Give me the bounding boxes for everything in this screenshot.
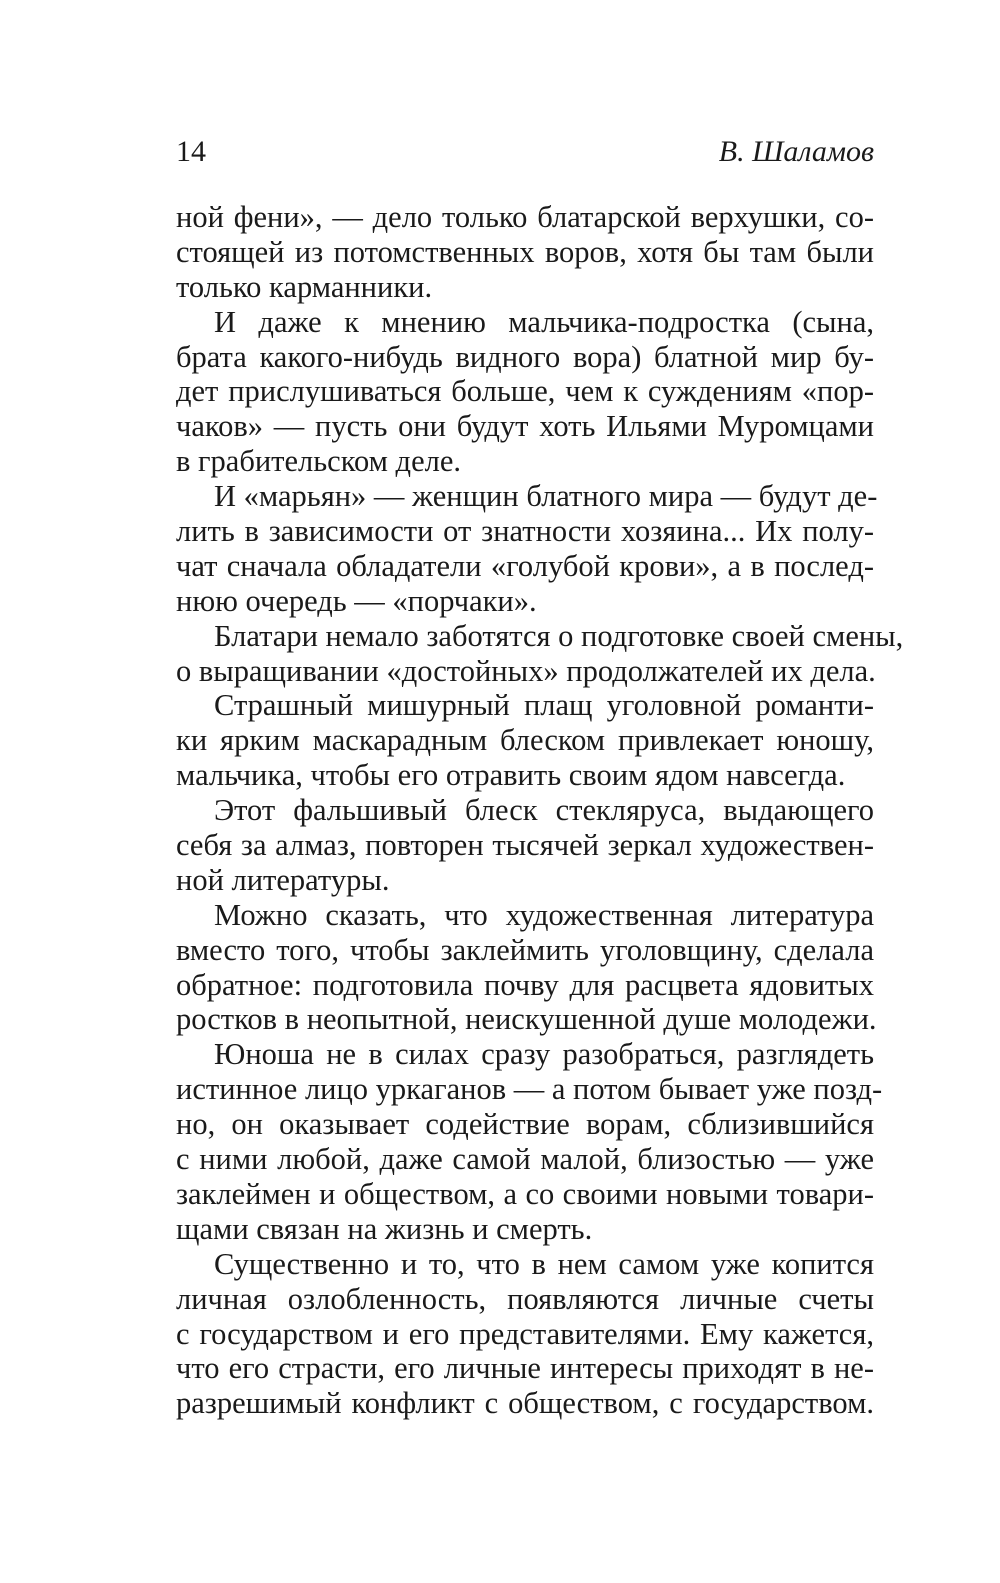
- text-line: чат сначала обладатели «голубой крови», а в послед-: [176, 548, 874, 583]
- paragraph: [176, 305, 874, 479]
- text-line: заклеймен и обществом, а со своими новыми товари-: [176, 1176, 874, 1211]
- text-line: И даже к мнению мальчика-подростка (сына,: [214, 304, 874, 339]
- running-header: [176, 132, 874, 172]
- paragraph: [176, 897, 877, 1038]
- paragraph: [176, 200, 874, 305]
- text-line: дет прислушиваться больше, чем к суждениям «пор-: [176, 374, 874, 409]
- text-line: нюю очередь — «порчаки».: [176, 583, 537, 618]
- paragraph: [176, 688, 874, 793]
- paragraph: [176, 793, 874, 898]
- text-line: щами связан на жизнь и смерть.: [176, 1211, 593, 1246]
- text-line: стоящей из потомственных воров, хотя бы там были: [176, 234, 874, 269]
- text-line: только карманники.: [176, 269, 433, 304]
- text-line: Блатари немало заботятся о подготовке своей смены,: [214, 618, 904, 653]
- text-line: ки ярким маскарадным блеском привлекает юношу,: [176, 723, 874, 758]
- text-line: ной фени», — дело только блатарской верхушки, со-: [176, 200, 874, 234]
- text-line: что его страсти, его личные интересы приходят в не-: [176, 1351, 874, 1386]
- text-line: обратное: подготовила почву для расцвета ядовитых: [176, 967, 874, 1002]
- text-line: Существенно и то, что в нем самом уже копится: [214, 1246, 874, 1281]
- paragraph: [176, 1247, 874, 1421]
- text-line: в грабительском деле.: [176, 444, 461, 479]
- text-line: себя за алмаз, повторен тысячей зеркал художествен-: [176, 828, 874, 863]
- text-line: ростков в неопытной, неискушенной душе молодежи.: [176, 1002, 877, 1037]
- text-line: Можно сказать, что художественная литература: [214, 897, 874, 932]
- text-line: Страшный мишурный плащ уголовной романти-: [214, 688, 874, 723]
- paragraph: [176, 618, 904, 689]
- text-line: брата какого-нибудь видного вора) блатной мир бу-: [176, 339, 874, 374]
- text-line: вместо того, чтобы заклеймить уголовщину, сделала: [176, 932, 874, 967]
- text-line: Юноша не в силах сразу разобраться, разглядеть: [214, 1037, 874, 1072]
- text-line: чаков» — пусть они будут хоть Ильями Муромцами: [176, 409, 874, 444]
- text-line: истинное лицо уркаганов — а потом бывает уже позд-: [176, 1072, 883, 1107]
- text-line: мальчика, чтобы его отравить своим ядом навсегда.: [176, 758, 846, 793]
- text-line: Этот фальшивый блеск стекляруса, выдающего: [214, 793, 874, 828]
- text-line: ной литературы.: [176, 862, 390, 897]
- paragraph: [176, 1037, 883, 1246]
- running-title: В. Шаламов: [718, 135, 874, 168]
- text-line: с государством и его представителями. Ему кажется,: [176, 1316, 874, 1351]
- text-line: И «марьян» — женщин блатного мира — будут де-: [214, 479, 878, 514]
- page-number: 14: [176, 135, 206, 168]
- text-line: но, он оказывает содействие ворам, сблизившийся: [176, 1107, 874, 1142]
- text-line: лить в зависимости от знатности хозяина... Их полу-: [176, 514, 874, 549]
- paragraph: [176, 479, 878, 619]
- body-text: [176, 200, 904, 1421]
- text-line: с ними любой, даже самой малой, близостью — уже: [176, 1142, 874, 1177]
- text-line: разрешимый конфликт с обществом, с государством.: [176, 1386, 874, 1421]
- text-line: личная озлобленность, появляются личные счеты: [176, 1281, 874, 1316]
- text-line: о выращивании «достойных» продолжателей их дела.: [176, 653, 876, 688]
